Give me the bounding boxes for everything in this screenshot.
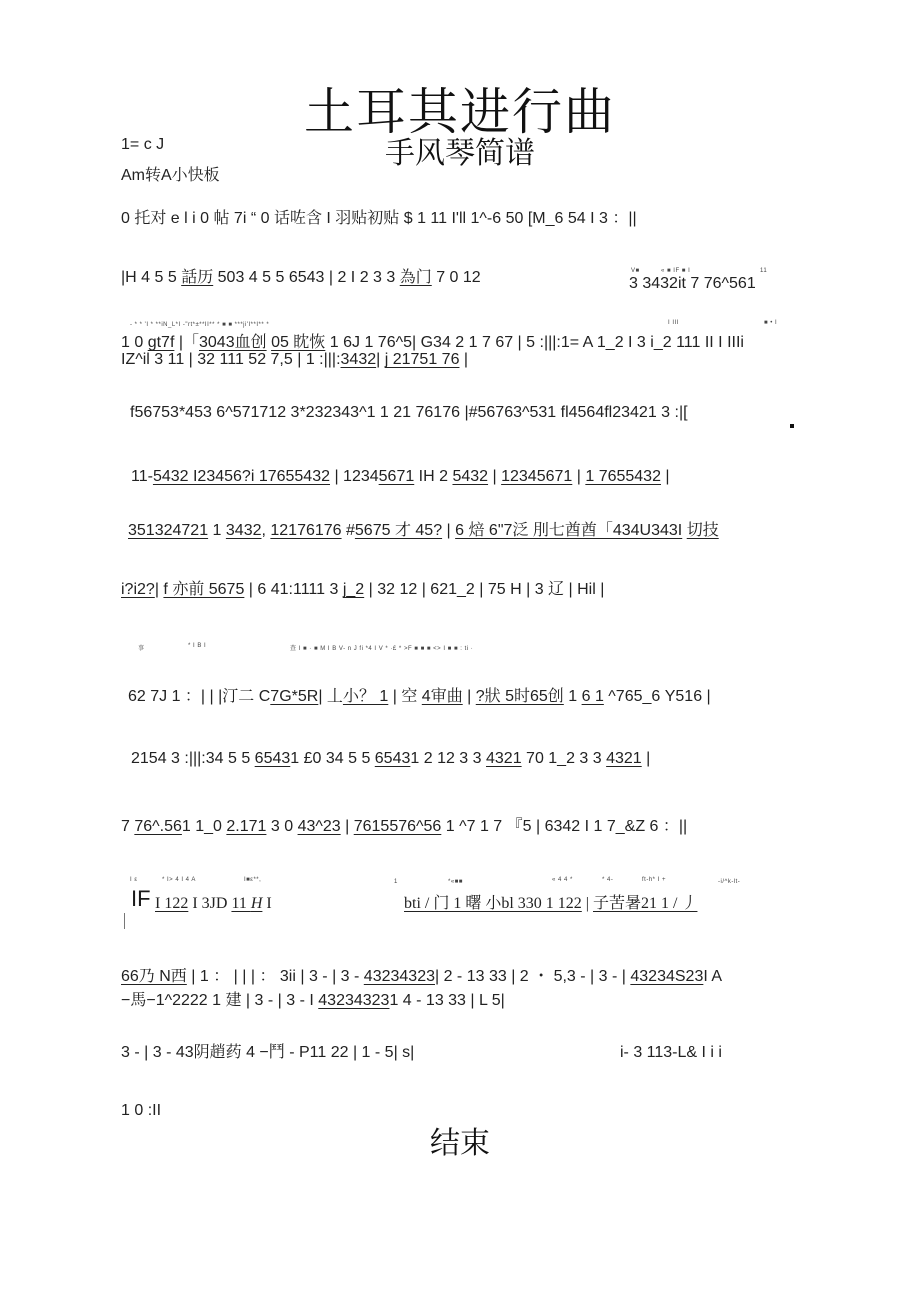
score-text-underlined: 切技	[686, 522, 719, 539]
score-line-7	[121, 580, 604, 600]
score-text-underlined: 為门	[399, 269, 432, 286]
score-text-underlined: 3432	[340, 351, 377, 368]
score-text: | 2 - 13 33 | 2 ・ 5,3 - | 3 - |	[434, 968, 631, 985]
score-text: 7 0 12	[431, 269, 481, 286]
score-text: | 空	[388, 688, 422, 705]
score-annotation: ft-h* I +	[642, 877, 667, 883]
score-annotation: 事	[138, 646, 145, 652]
score-text: | 1 ： | | | ： 3ii | 3 - | 3 -	[186, 968, 364, 985]
score-annotation: 1	[394, 879, 398, 885]
score-line-13b	[121, 991, 505, 1011]
score-text-underlined: 話历	[181, 269, 214, 286]
score-text: 1 0	[121, 334, 144, 351]
score-text: 1 £0 34 5 5	[290, 750, 375, 767]
score-text-underlined: j 21751 76	[384, 351, 460, 368]
score-line-15: 1 0 :II	[121, 1102, 162, 1119]
score-line-12-left	[155, 894, 272, 914]
score-text: I A	[703, 968, 723, 985]
score-annotation: * I B I	[188, 643, 207, 649]
score-annotation: « 4 4 *	[552, 877, 573, 883]
score-line-6	[128, 521, 719, 541]
score-text-underlined: bti / 门 1 曙 小bl 330 1 122	[404, 895, 582, 912]
score-text: 7	[121, 818, 135, 835]
score-text: 1 2 12 3 3	[410, 750, 486, 767]
score-text-underlined: 05 眈恢	[271, 334, 326, 351]
score-text: 2154 3 :|||:34 5 5	[131, 750, 255, 767]
score-line-4: f56753*453 6^571712 3*232343^1 1 21 76176 |#56763^531 fl4564fl23421 3 :|[	[130, 404, 688, 421]
score-text: I	[262, 895, 272, 912]
score-line-2-right: 3 3432it 7 76^561	[629, 275, 756, 292]
score-text-underlined: 43234323	[318, 992, 390, 1009]
score-annotation: I■ε**,	[244, 877, 262, 883]
score-line-2	[121, 268, 481, 288]
score-text: |	[462, 688, 476, 705]
page-title: 土耳其进行曲	[304, 84, 616, 140]
score-text-underlined: 5432 I23456?i 17655432	[152, 468, 330, 485]
score-annotation: « ■ IF ■ I	[661, 268, 691, 274]
score-text-underlined: H	[250, 895, 263, 912]
score-text-underlined: 66乃 N西	[121, 968, 187, 985]
score-line-11	[121, 817, 687, 837]
score-text-underlined: j_2	[342, 581, 365, 598]
score-line-14-left: 3 - | 3 - 43阴趙药 4 −鬥 - P11 22 | 1 - 5| s|	[121, 1044, 415, 1061]
score-line-13a	[121, 967, 722, 987]
score-text: |	[376, 351, 385, 368]
score-text: |	[572, 468, 586, 485]
score-text-underlined: 351324721	[128, 522, 209, 539]
score-text: | 6 41:1111 3	[244, 581, 343, 598]
score-annotation: * I> 4 I 4 A	[162, 877, 196, 883]
score-annotation: I ε	[130, 877, 138, 883]
score-text: 62 7J 1 ：| | |汀二 C	[128, 688, 271, 705]
page-subtitle: 手风琴简谱	[385, 137, 535, 170]
score-text: 1 1_0	[181, 818, 227, 835]
end-label: 结束	[430, 1127, 490, 1160]
score-text: #	[341, 522, 355, 539]
score-text: |	[488, 468, 502, 485]
score-text: 1 6J 1 76^5| G34 2 1 7 67 | 5 :|||:1= A 1_2 I 3 i_2 111 II I IIIi	[325, 334, 744, 351]
score-text-underlined: i?i2?	[121, 581, 155, 598]
score-text-underlined: 6543	[254, 750, 291, 767]
score-text-underlined: 11	[231, 895, 251, 912]
score-text: I 3JD	[188, 895, 232, 912]
score-annotation: 查 I ■ · ■ M I B V- n J fi *4 I V * ·£ * >F ■ ■ ■ <> I ■ ■ : ti ·	[290, 646, 474, 652]
score-text-underlined: 4321	[606, 750, 642, 767]
score-text: 503 4 5 5 6543 | 2 I 2 3 3	[213, 269, 400, 286]
key-signature: 1= c J	[121, 136, 165, 153]
score-text-underlined: 2.171	[226, 818, 267, 835]
score-text-underlined: 小？ 1	[342, 688, 389, 705]
score-annotation: * 4-	[602, 877, 614, 883]
score-line-3b	[121, 350, 468, 370]
score-annotation: - * * 'I * **iN_L*I -"rt*±**II** * ■ ■ ***ji'I**I** *	[130, 322, 270, 328]
score-text-underlined: 3432	[225, 522, 262, 539]
score-text: 11-	[131, 468, 153, 485]
score-line-14-right: i- 3 113-L& I i i	[620, 1044, 722, 1061]
score-text-underlined: 4321	[486, 750, 522, 767]
score-text-underlined: 子苦暑21 1 / 丿	[593, 895, 698, 912]
score-text-underlined: 6543	[374, 750, 411, 767]
score-line-5	[131, 467, 670, 487]
score-annotation: *«■■	[448, 879, 463, 885]
score-text-underlined: ?狀 5时65创	[475, 688, 564, 705]
score-text-underlined: 1 7655432	[585, 468, 661, 485]
score-line-10	[131, 749, 650, 769]
score-annotation: -i/^k-lt-	[718, 879, 741, 885]
score-annotation: V■	[631, 268, 640, 274]
score-text-underlined: f 亦前 5675	[163, 581, 245, 598]
score-text: 1	[208, 522, 226, 539]
score-text-underlined: 76^.56	[134, 818, 182, 835]
score-text: IH 2	[414, 468, 453, 485]
score-text-underlined: 7G*5R	[270, 688, 319, 705]
score-text-underlined: 5671	[378, 468, 415, 485]
score-text-underlined: 43234323	[363, 968, 435, 985]
score-text: 70 1_2 3 3	[521, 750, 607, 767]
score-text: IZ^il 3 11 | 32 111 52 7,5 | 1 :|||:	[121, 351, 341, 368]
tempo-marking: Am转A小快板	[121, 167, 220, 184]
score-text: 3 0	[266, 818, 298, 835]
score-text: |	[442, 522, 456, 539]
score-annotation: I III	[668, 320, 679, 326]
score-text: | 32 12 | 621_2 | 75 H | 3 辽 | Hil |	[364, 581, 605, 598]
barline-mark	[124, 913, 125, 929]
score-text-underlined: 4审曲	[421, 688, 463, 705]
score-text-underlined: 43234S23	[630, 968, 704, 985]
score-text: 1	[563, 688, 582, 705]
score-text: −馬−1^2222 1 建 | 3 - | 3 - I	[121, 992, 319, 1009]
score-text-underlined: 5432	[452, 468, 489, 485]
score-text: ,	[261, 522, 271, 539]
score-annotation: 11	[760, 268, 768, 274]
score-text-underlined: I 122	[155, 895, 189, 912]
score-text-underlined: 6 焙 6"7泛 刖七酋酋「434U343I	[455, 522, 683, 539]
score-text: 1 ^7 1 7 『5 | 6342 I 1 7_&Z 6 ：||	[441, 818, 688, 835]
score-line-12-mark: IF	[131, 886, 151, 911]
score-text: |	[660, 468, 670, 485]
score-text: | 丄	[318, 688, 343, 705]
score-text-underlined: 12176176	[270, 522, 342, 539]
score-annotation: ■ • I	[764, 320, 778, 326]
score-text: |H 4 5 5	[121, 269, 182, 286]
score-text: |	[581, 895, 593, 912]
score-text-underlined: gt7f	[147, 334, 175, 351]
score-line-12-right	[404, 894, 697, 914]
score-text: ^765_6 Y516 |	[603, 688, 711, 705]
score-text: |	[641, 750, 651, 767]
score-text-underlined: 3043血创	[199, 334, 267, 351]
score-text-underlined: 12345671	[501, 468, 573, 485]
score-text-underlined: 7615576^56	[353, 818, 442, 835]
stray-mark	[790, 424, 794, 428]
score-text: |	[154, 581, 164, 598]
score-text: |	[459, 351, 469, 368]
score-line-9	[128, 687, 711, 707]
score-text: |	[340, 818, 354, 835]
score-text: |「	[174, 334, 199, 351]
score-text-underlined: 6 1	[581, 688, 604, 705]
score-text-underlined: 5675 才 45?	[354, 522, 443, 539]
score-text-underlined: 43^23	[297, 818, 341, 835]
score-text: | 1234	[330, 468, 379, 485]
score-text: 1 4 - 13 33 | L 5|	[389, 992, 505, 1009]
score-line-1: 0 托对 e l i 0 帖 7i “ 0 话咗含 I 羽贴初贴 $ 1 11 I'll 1^-6 50 [M_6 54 I 3 ：||	[121, 210, 637, 227]
